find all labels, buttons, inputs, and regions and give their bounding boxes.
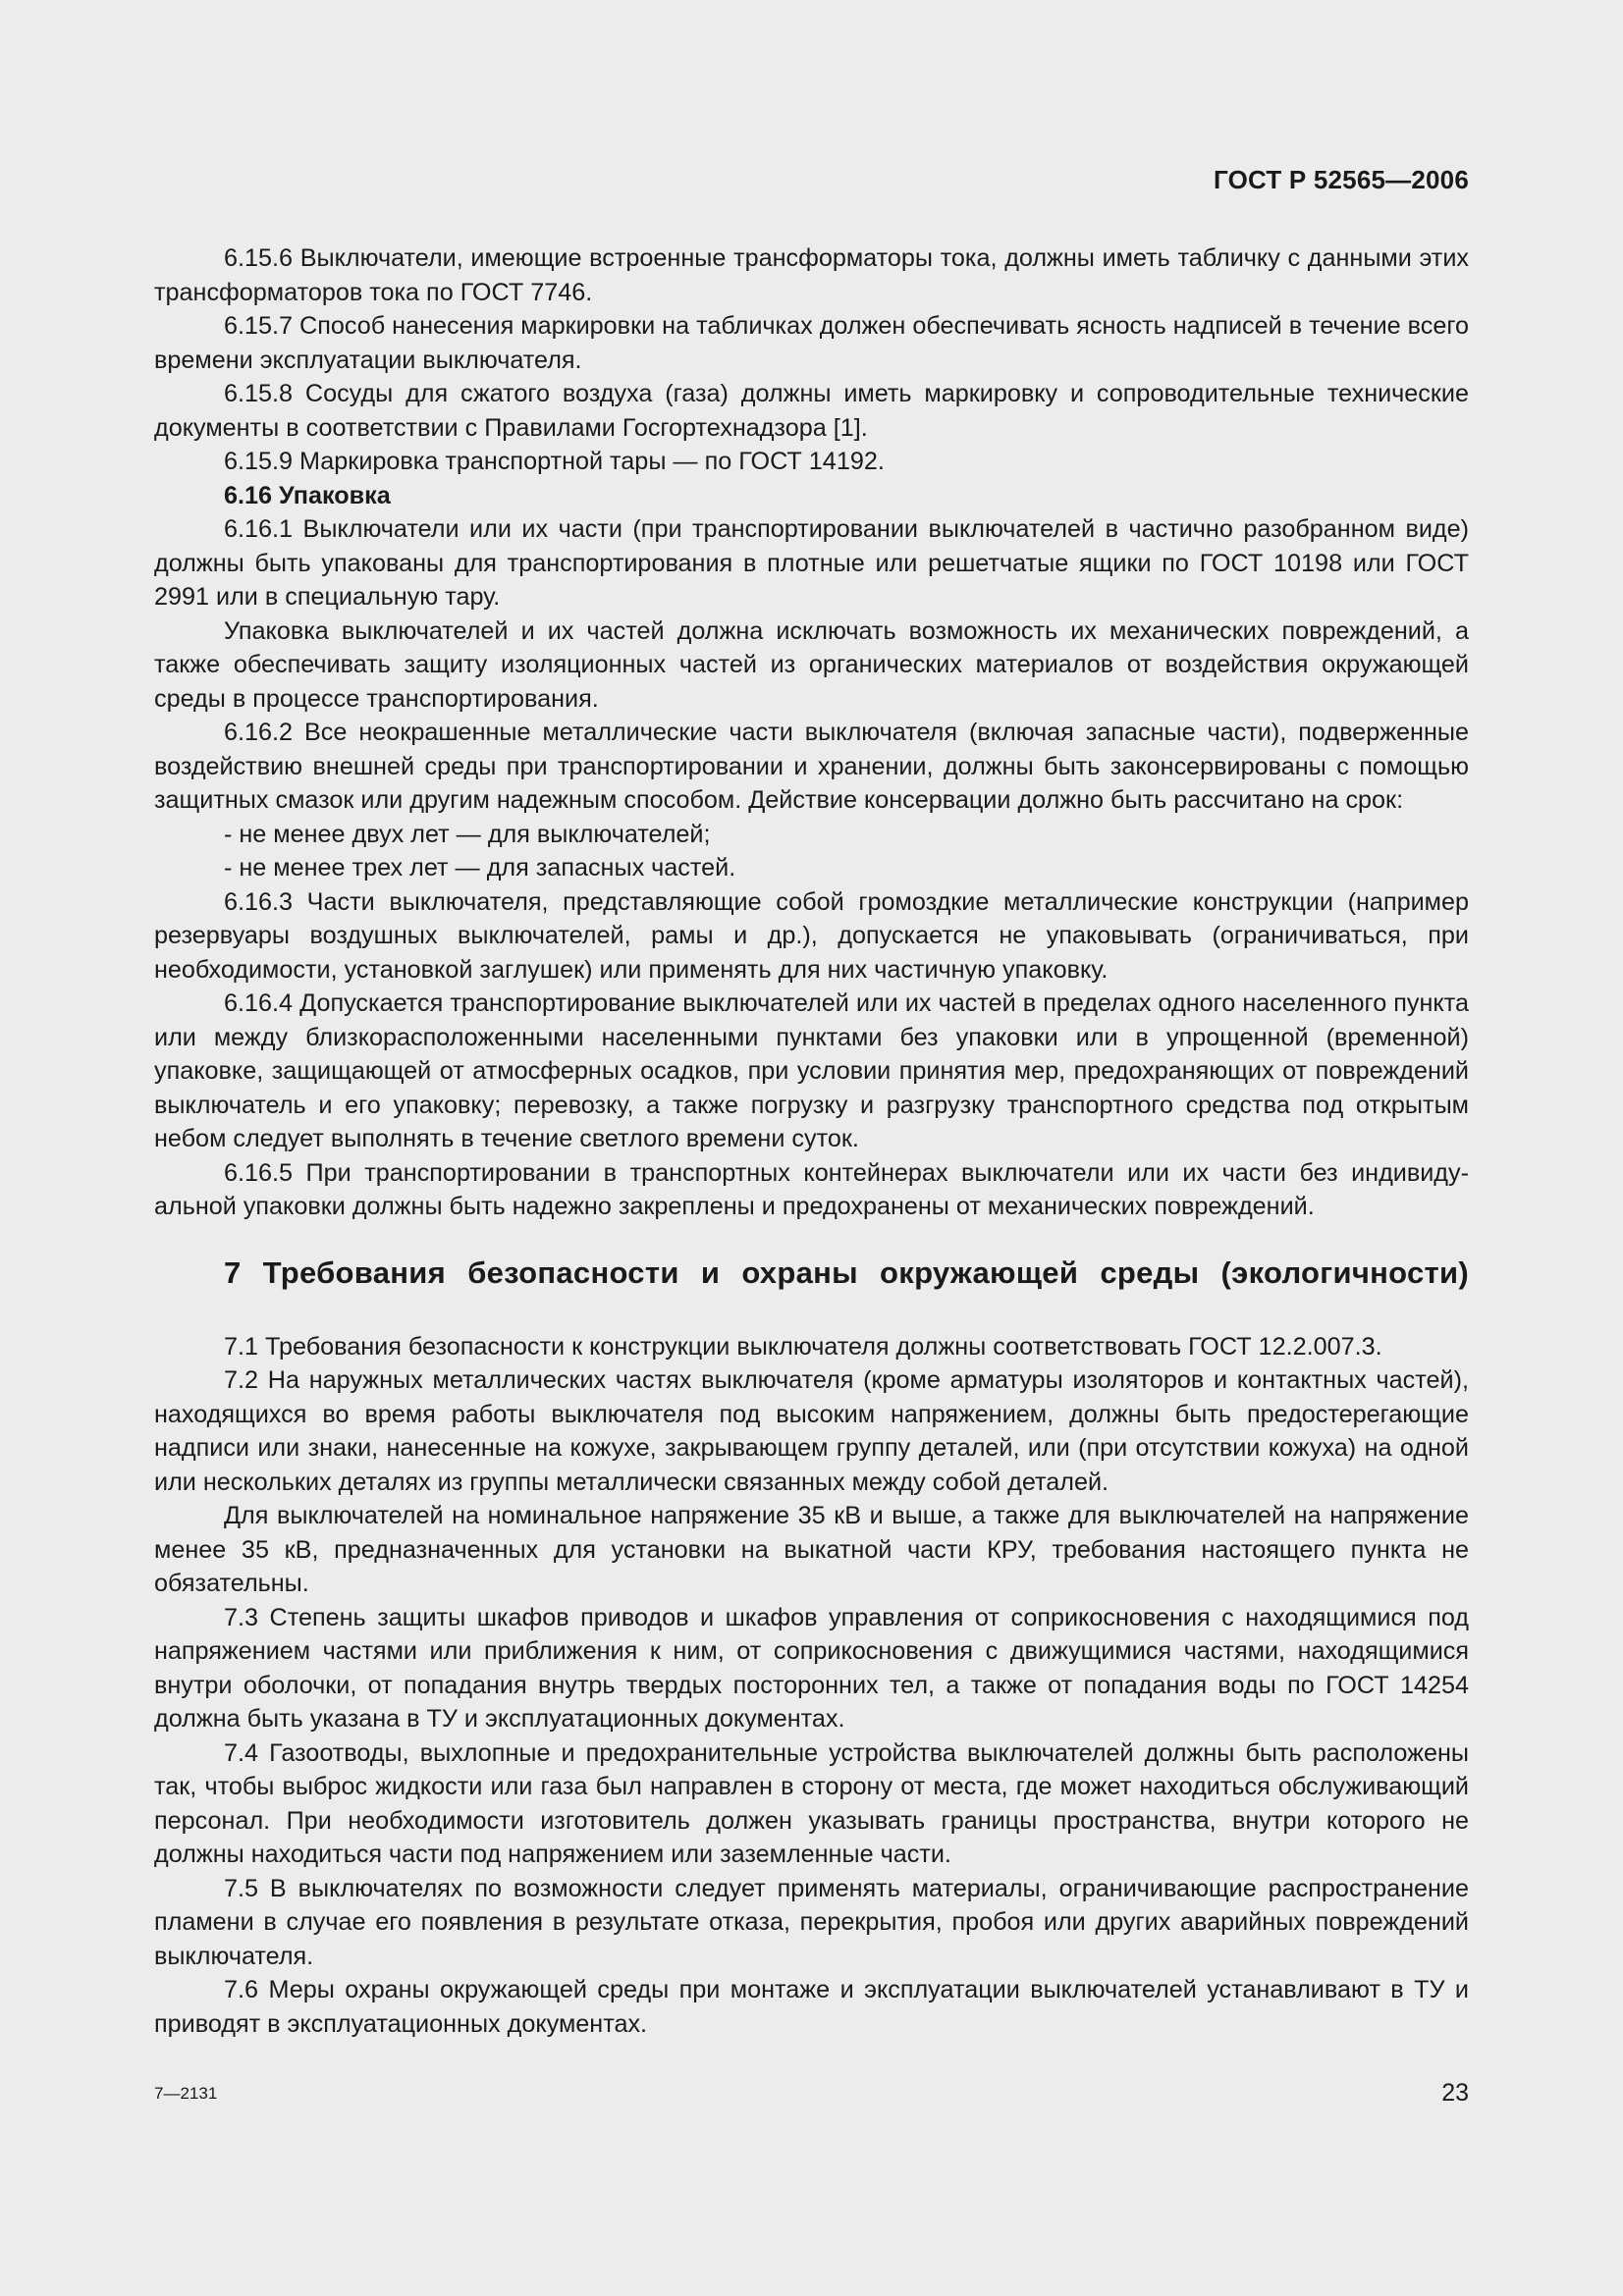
paragraph-7-5: 7.5 В выключателях по возможности следует применять материалы, ограничивающие распространение пламени в случае его появления в результате отказа, перекрытия, пробоя или других аварийных повреждений выключателя. (154, 1874, 1469, 1970)
paragraph-6-16-3: 6.16.3 Части выключателя, представляющие собой громоздкие металлические конструкции (например резервуары воздушных выключателей, рамы и др.), допускается не упаковывать (ограничиваться, при необходимости, установкой заглушек) или применять для них частичную упаковку. (154, 887, 1469, 984)
paragraph-6-15-8: 6.15.8 Сосуды для сжатого воздуха (газа) должны иметь маркировку и сопроводительные технические документы в соответствии с Правилами Госгортехнадзора [1]. (154, 380, 1469, 442)
subsection-title-6-16: 6.16 Упаковка (224, 481, 391, 509)
paragraph-7-3: 7.3 Степень защиты шкафов приводов и шкафов управления от соприкосновения с находящимися под напряжением частями или приближения к ним, от соприкосновения с движущимися частями, находящимися внутри оболочки, от попадания внутрь твердых посторонних тел, а также от попадания воды по ГОСТ 14254 должна быть указана в ТУ и эксплуатационных документах. (154, 1603, 1469, 1733)
document-body (154, 241, 1469, 2041)
page-number: 23 (1441, 2079, 1469, 2107)
paragraph-6-16-5: 6.16.5 При транспортировании в транспортных контейнерах выключатели или их части без индивидуальной упаковки должны быть надежно закреплены и предохранены от механических повреждений. (154, 1158, 1469, 1220)
paragraph-7-2-note: Для выключателей на номинальное напряжение 35 кВ и выше, а также для выключателей на напряжение менее 35 кВ, предназначенных для установки на выкатной части КРУ, требования настоящего пункта не обязательны. (154, 1502, 1469, 1597)
list-item-two-years: - не менее двух лет — для выключателей; (224, 820, 711, 848)
paragraph-7-6: 7.6 Меры охраны окружающей среды при монтаже и эксплуатации выключателей устанавливают в ТУ и приводят в эксплуатационных документах. (154, 1976, 1469, 2038)
paragraph-6-16-2: 6.16.2 Все неокрашенные металлические части выключателя (включая запасные части), подверженные воздействию внешней среды при транспортировании и хранении, должны быть законсервированы с помощью защитных смазок или другим надежным способом. Действие консервации должно быть рассчитано на срок: (154, 719, 1469, 814)
paragraph-6-15-9: 6.15.9 Маркировка транспортной тары — по ГОСТ 14192. (224, 448, 885, 475)
paragraph-6-15-7: 6.15.7 Способ нанесения маркировки на табличках должен обеспечивать ясность надписей в течение всего времени эксплуатации выключателя. (154, 312, 1469, 374)
print-code: 7—2131 (154, 2084, 218, 2103)
paragraph-packing-protection: Упаковка выключателей и их частей должна исключать возможность их механических повреждений, а также обеспечивать защиту изоляционных частей из органических материалов от воздействия окружающей среды в процессе транспортирования. (154, 616, 1469, 713)
paragraph-6-16-4: 6.16.4 Допускается транспортирование выключателей или их частей в пределах одного населенного пункта или между близкорасположенными населенными пунктами без упаковки или в упрощенной (временной) упаковке, защищающей от атмосферных осадков, при условии принятия мер, предохраняющих от повреждений выключатель и его упаковку; перевозку, а также погрузку и разгрузку транспортного средства под открытым небом следует выполнять в течение светлого времени суток. (154, 989, 1469, 1152)
list-item-three-years: - не менее трех лет — для запасных частей. (224, 854, 736, 881)
paragraph-7-2: 7.2 На наружных металлических частях выключателя (кроме арматуры изоляторов и контактных частей), находящихся во время работы выключателя под высоким напряжением, должны быть предостерегающие надписи или знаки, нанесенные на кожухе, закрывающем группу деталей, или (при отсутствии кожуха) на одной или нескольких деталях из группы металлически связанных между собой деталей. (154, 1366, 1469, 1496)
section-title-7: 7 Требования безопасности и охраны окружающей среды (экологичности) (224, 1255, 1469, 1290)
paragraph-6-16-1: 6.16.1 Выключатели или их части (при транспортировании выключателей в частично разобранном виде) должны быть упакованы для транспортирования в плотные или решетчатые ящики по ГОСТ 10198 или ГОСТ 2991 или в специальную тару. (154, 515, 1469, 611)
paragraph-7-4: 7.4 Газоотводы, выхлопные и предохранительные устройства выключателей должны быть расположены так, чтобы выброс жидкости или газа был направлен в сторону от места, где может находиться обслуживающий персонал. При необходимости изготовитель должен указывать границы пространства, внутри которого не должны находиться части под напряжением или заземленные части. (154, 1738, 1469, 1868)
document-code-header: ГОСТ Р 52565—2006 (1214, 165, 1469, 194)
paragraph-6-15-6: 6.15.6 Выключатели, имеющие встроенные трансформаторы тока, должны иметь табличку с данными этих трансформаторов тока по ГОСТ 7746. (154, 244, 1469, 306)
paragraph-7-1: 7.1 Требования безопасности к конструкции выключателя должны соответствовать ГОСТ 12.2.007.3. (224, 1332, 1382, 1361)
